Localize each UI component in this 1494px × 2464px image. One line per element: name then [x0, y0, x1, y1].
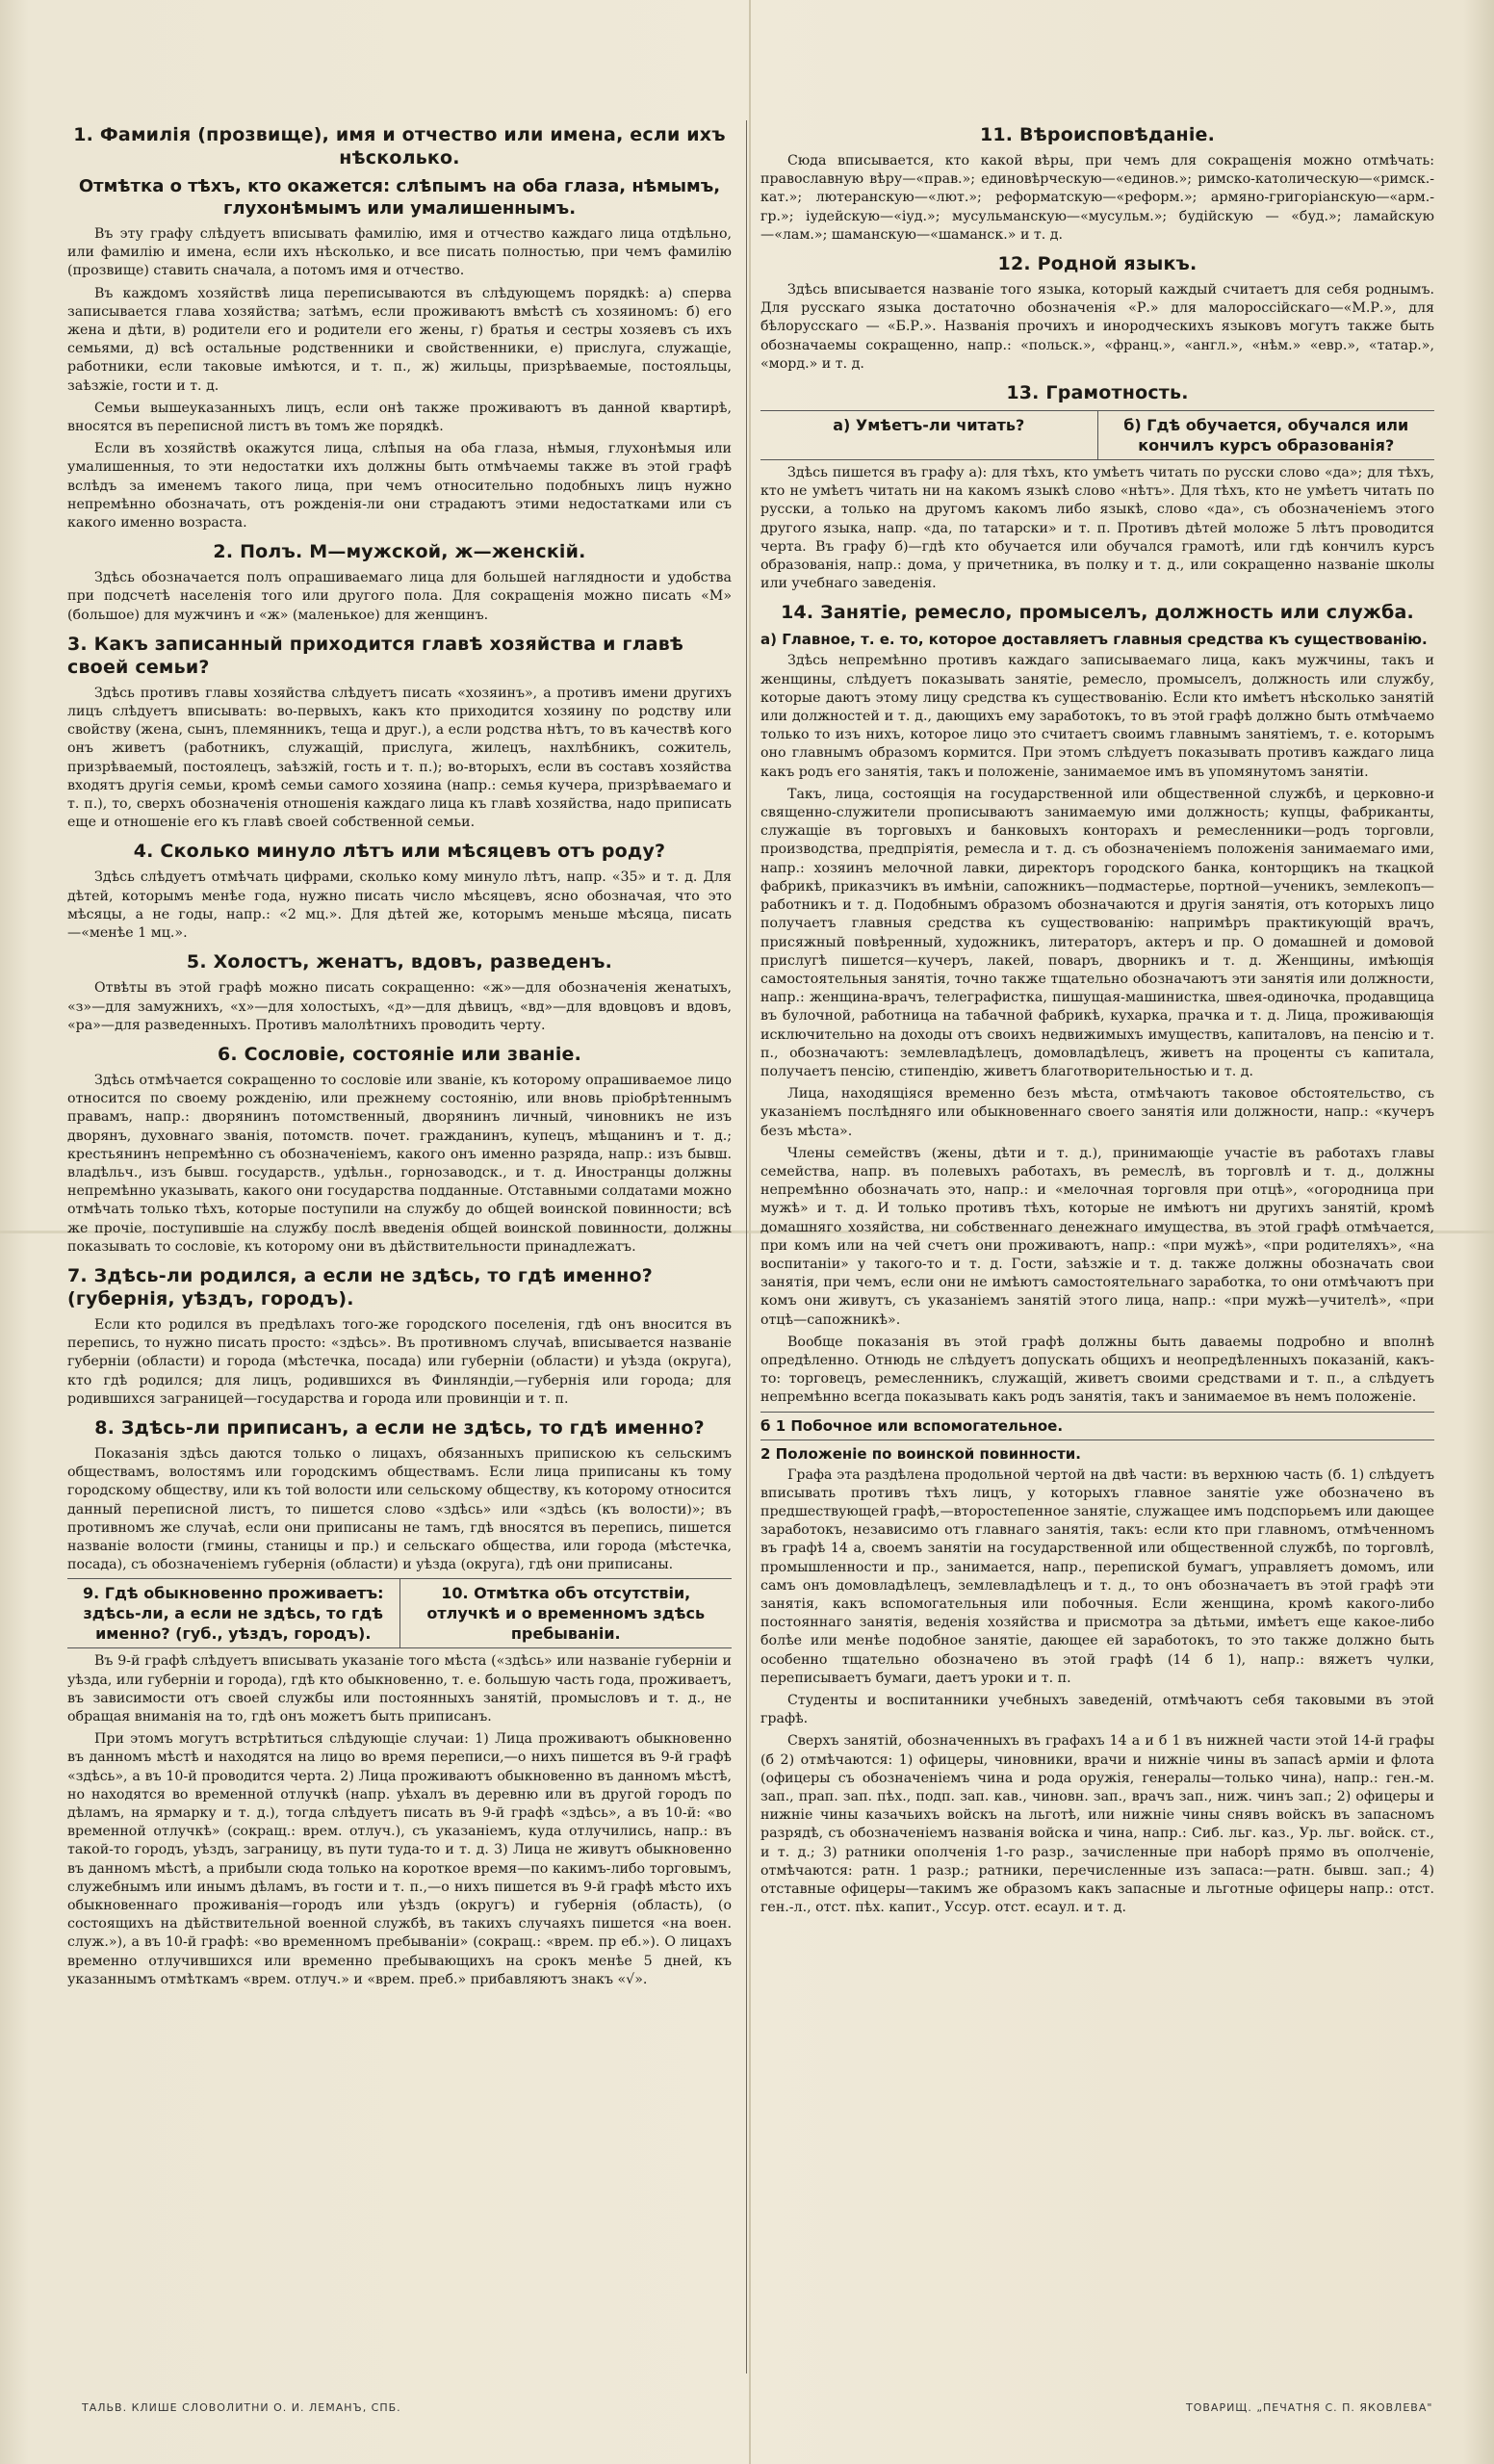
section-6-paragraph: Здѣсь отмѣчается сокращенно то сословіе или званіе, къ которому опрашиваемое лицо относится по своему рожденію, или прежнему состоянію, или вновь пріобрѣтеннымъ правамъ, напр.: дворянинъ потомственный, дворянинъ личный, чиновникъ не изъ дворянъ, духовнаго званія, потомств. почет. гражданинъ, купецъ, мѣщанинъ и т. д.; крестьянинъ непремѣнно съ обозначеніемъ, какого онъ именно разряда, напр.: изъ бывш. владѣльч., изъ бывш. государств., удѣльн., горнозаводск., и т. д. Иностранцы должны непремѣнно указывать, какого они государства подданные. Отставными солдатами можно отмѣчать только тѣхъ, которые поступили на службу до общей воинской повинности; всѣ же прочіе, поступившіе на службу послѣ введенія общей воинской повинности, должны показывать то сословіе, къ которому они въ дѣйствительности принадлежатъ. [67, 1072, 732, 1255]
section-1-title: 1. Фамилія (прозвище), имя и отчество или имена, если ихъ нѣсколько. [73, 124, 726, 169]
section-2-title: 2. Полъ. М—мужской, ж—женскій. [213, 541, 586, 563]
section-14-paragraph: Студенты и воспитанники учебныхъ заведеній, отмѣчаютъ себя таковыми въ этой графѣ. [760, 1693, 1434, 1727]
section-13-title: 13. Грамотность. [1006, 382, 1189, 404]
printer-imprint-right: ТОВАРИЩ. „ПЕЧАТНЯ С. П. ЯКОВЛЕВА" [1186, 2401, 1433, 2414]
section-9-paragraph: Въ 9-й графѣ слѣдуетъ вписывать указаніе того мѣста («здѣсь» или названіе губерніи и уѣзда, или губерніи и города), гдѣ кто обыкновенно, т. е. большую часть года, проживаетъ, въ зависимости отъ своей службы или постоянныхъ занятій, промысловъ и т. д., не обращая вниманія на то, гдѣ онъ можетъ быть приписанъ. [67, 1653, 732, 1725]
section-14-sub-a: а) Главное, т. е. то, которое доставляетъ главныя средства къ существованію. [760, 631, 1428, 649]
section-1-paragraph: Въ каждомъ хозяйствѣ лица переписываются въ слѣдующемъ порядкѣ: а) сперва записывается глава хозяйства; затѣмъ, если проживаютъ вмѣстѣ съ хозяиномъ: б) его жена и дѣти, в) родители его и родители его жены, г) братья и сестры хозяевъ съ ихъ семьями, д) всѣ остальные родственники и свойственники, е) прислуга, служащіе, работники, если таковые имѣются, и т. п., ж) жильцы, призрѣваемые, постояльцы, заѣзжіе, гости и т. д. [67, 285, 732, 394]
section-10-title: 10. Отмѣтка объ отсутствіи, отлучкѣ и о временномъ здѣсь пребываніи. [399, 1579, 733, 1647]
section-8-paragraph: Показанія здѣсь даются только о лицахъ, обязанныхъ припискою къ сельскимъ обществамъ, волостямъ или городскимъ обществамъ. Если лица приписаны къ тому городскому обществу, или къ той волости или сельскому обществу, къ которому относится данный переписной листъ, то пишется слово «здѣсь» или «здѣсь (къ волости)»; въ противномъ же случаѣ, если они приписаны не тамъ, гдѣ вносятся въ перепись, пишется названіе волости (гмины, станицы и пр.) и сельскаго общества, или города (мѣстечка, посада), съ обозначеніемъ губернія (области) и уѣзда (округа), гдѣ они приписаны. [67, 1445, 732, 1573]
section-3-title: 3. Какъ записанный приходится главѣ хозяйства и главѣ своей семьи? [67, 633, 684, 678]
section-1-paragraph: Семьи вышеуказанныхъ лицъ, если онѣ также проживаютъ въ данной квартирѣ, вносятся въ переписной листъ въ томъ же порядкѣ. [67, 400, 732, 435]
section-4-paragraph: Здѣсь слѣдуетъ отмѣчать цифрами, сколько кому минуло лѣтъ, напр. «35» и т. д. Для дѣтей, которымъ менѣе года, нужно писать число мѣсяцевъ, ясно обозначая, что это мѣсяцы, а не годы, напр.: «2 мц.». Для дѣтей же, которымъ меньше мѣсяца, писать—«менѣе 1 мц.». [67, 869, 732, 942]
printer-imprint-left: ТАЛЬВ. КЛИШЕ СЛОВОЛИТНИ О. И. ЛЕМАНЪ, СПБ. [82, 2401, 401, 2414]
section-11-paragraph: Сюда вписывается, кто какой вѣры, при чемъ для сокращенія можно отмѣчать: православную вѣру—«прав.»; единовѣрческую—«единов.»; римско-католическую—«римск.-кат.»; лютеранскую—«лют.»; реформатскую—«реформ.»; армяно-григоріанскую—«арм.-гр.»; іудейскую—«іуд.»; мусульманскую—«мусульм.»; будійскую — «буд.»; ламайскую—«лам.»; шаманскую—«шаманск.» и т. д. [760, 153, 1434, 243]
rule [760, 1412, 1434, 1413]
section-13-subheader [760, 410, 1434, 460]
section-14-paragraph: Лица, находящіяся временно безъ мѣста, отмѣчаютъ таковое обстоятельство, съ указаніемъ послѣдняго или обыкновеннаго своего занятія или должности, напр.: «кучеръ безъ мѣста». [760, 1086, 1434, 1139]
left-column [67, 116, 732, 2388]
section-13-paragraph: Здѣсь пишется въ графу а): для тѣхъ, кто умѣетъ читать по русски слово «да»; для тѣхъ, кто не умѣетъ читать ни на какомъ языкѣ слово «нѣтъ». Для тѣхъ, кто не умѣетъ читать по русски, а только на другомъ какомъ либо языкѣ, слово «да», съ обозначеніемъ этого другого языка, напр. «да, по татарски» и т. п. Противъ дѣтей моложе 5 лѣтъ проводится черта. Въ графу б)—гдѣ кто обучается или обучался грамотѣ, или гдѣ кончилъ курсъ образованія, напр.: дома, у причетника, въ полку и т. д., или сокращенно названіе школы или учебнаго заведенія. [760, 465, 1434, 592]
section-14-sub-b2: 2 Положеніе по воинской повинности. [760, 1444, 1081, 1463]
section-14-paragraph: Здѣсь непремѣнно противъ каждаго записываемаго лица, какъ мужчины, такъ и женщины, слѣдуетъ показывать занятіе, ремесло, промыселъ, должность или службу, которые даютъ этому лицу средства къ существованію. Если кто имѣетъ нѣсколько занятій или должностей и т. д., дающихъ ему заработокъ, то въ этой графѣ должно быть отмѣчаемо только то изъ нихъ, которое лицо это считаетъ своимъ главнымъ занятіемъ, т. е. которымъ оно главнымъ образомъ кормится. При этомъ слѣдуетъ показывать противъ каждаго лица какъ родъ его занятія, такъ и положеніе, занимаемое имъ въ упомянутомъ занятіи. [760, 653, 1434, 780]
section-8-title: 8. Здѣсь-ли приписанъ, а если не здѣсь, то гдѣ именно? [94, 1416, 705, 1439]
section-12-paragraph: Здѣсь вписывается названіе того языка, который каждый считаетъ для себя роднымъ. Для русскаго языка достаточно обозначенія «Р.» для малороссійскаго—«М.Р.», для бѣлорусскаго — «Б.Р.». Названія прочихъ и инородческихъ языковъ могутъ также быть обозначаемы сокращенно, напр.: «польск.», «франц.», «англ.», «нѣм.» «евр.», «татар.», «морд.» и т. д. [760, 282, 1434, 372]
section-3-paragraph: Здѣсь противъ главы хозяйства слѣдуетъ писать «хозяинъ», а противъ имени другихъ лицъ слѣдуетъ вписывать: во-первыхъ, какъ кто приходится хозяину по родству или свойству (жена, сынъ, племянникъ, теща и друг.), а если родства нѣтъ, то въ качествѣ кого онъ живетъ (работникъ, служащій, прислуга, жилецъ, нахлѣбникъ, сожитель, призрѣваемый, постоялецъ, заѣзжій, гость и т. п.); во-вторыхъ, если въ составъ хозяйства входятъ другія семьи, кромѣ семьи самого хозяина (напр.: семья кучера, призрѣваемаго и т. п.), то, сверхъ обозначенія отношенія каждаго лица къ главѣ хозяйства, надо приписать еще и отношеніе его къ главѣ своей собственной семьи. [67, 685, 732, 831]
section-13-a: а) Умѣетъ-ли читать? [833, 416, 1025, 435]
section-4-title: 4. Сколько минуло лѣтъ или мѣсяцевъ отъ роду? [133, 841, 666, 863]
section-6-title: 6. Сословіе, состояніе или званіе. [217, 1043, 582, 1065]
right-column [760, 116, 1434, 2388]
section-1-paragraph: Если въ хозяйствѣ окажутся лица, слѣпыя на оба глаза, нѣмыя, глухонѣмыя или умалишенныя, то эти недостатки ихъ должны быть отмѣчаемы также въ этой графѣ вслѣдъ за именемъ такого лица, при чемъ относительно подобныхъ лицъ нужно непремѣнно обозначать, отъ рожденія-ли они страдаютъ этими недостатками или съ какого именно возраста. [67, 441, 732, 532]
section-13-b: б) Гдѣ обучается, обучался или кончилъ курсъ образованія? [1097, 411, 1435, 459]
column-divider [746, 120, 747, 2373]
section-14-paragraph: Члены семействъ (жены, дѣти и т. д.), принимающіе участіе въ работахъ главы семейства, напр. въ полевыхъ работахъ, въ ремеслѣ, въ торговлѣ и т. д., должны непремѣнно обозначать это, напр.: и «мелочная торговля при отцѣ», «огородница при мужѣ» и т. д. И только противъ тѣхъ, которые не имѣютъ ни другихъ занятій, кромѣ домашняго хозяйства, ни собственнаго денежнаго имущества, въ этой графѣ отмѣчается, при комъ или на чей счетъ они проживаютъ, напр.: «при мужѣ», «при родителяхъ», «на воспитаніи» у такого-то и т. д. Гости, заѣзжіе и т. д. также должны обозначать свои занятія, при чемъ, если они не имѣютъ самостоятельнаго заработка, то они отмѣчаютъ при комъ они живутъ, съ указаніемъ занятій этого лица, напр.: «при мужѣ—учителѣ», «при отцѣ—сапожникѣ». [760, 1145, 1434, 1328]
section-14-paragraph: Сверхъ занятій, обозначенныхъ въ графахъ 14 а и б 1 въ нижней части этой 14-й графы (б 2) отмѣчаются: 1) офицеры, чиновники, врачи и нижніе чины въ запасѣ арміи и флота (офицеры съ обозначеніемъ чина и рода оружія, генералы—только чина), напр.: ген.-м. зап., прап. зап. пѣх., подп. зап. кав., чиновн. зап., врачъ зап., ниж. чинъ зап.; 2) офицеры и нижніе чины казачьихъ войскъ на льготѣ, или нижніе чины снявъ войскъ въ запасномъ разрядѣ, съ обозначеніемъ названія войска и чина, напр.: Сиб. льг. каз., Ур. льг. войск. ст., и т. д.; 3) ратники ополченія 1-го разр., зачисленные при наборѣ прямо въ ополченіе, отмѣчаются: ратн. 1 разр.; ратники, перечисленные изъ запаса:—ратн. бывш. зап.; 4) отставные офицеры—такимъ же образомъ какъ запасные и льготные офицеры напр.: отст. ген.-л., отст. пѣх. капит., Уссур. отст. есаул. и т. д. [760, 1733, 1434, 1916]
section-7-title: 7. Здѣсь-ли родился, а если не здѣсь, то гдѣ именно? (губернія, уѣздъ, городъ). [67, 1264, 653, 1310]
section-1-subtitle: Отмѣтка о тѣхъ, кто окажется: слѣпымъ на оба глаза, нѣмымъ, глухонѣмымъ или умалишеннымъ. [78, 176, 721, 219]
section-7-paragraph: Если кто родился въ предѣлахъ того-же городского поселенія, гдѣ онъ вносится въ перепись, то нужно писать просто: «здѣсь». Въ противномъ случаѣ, вписывается названіе губерніи (области) и города (мѣстечка, посада) или губерніи (области) и уѣзда (округа), кто гдѣ родился; для лицъ, родившихся въ Финляндіи,—губернія или города; для родившихся заграницей—государства и города или провинціи и т. п. [67, 1316, 732, 1407]
section-9-10-header [67, 1578, 732, 1648]
section-5-title: 5. Холостъ, женатъ, вдовъ, разведенъ. [186, 951, 613, 973]
section-5-paragraph: Отвѣты въ этой графѣ можно писать сокращенно: «ж»—для обозначенія женатыхъ, «з»—для замужнихъ, «х»—для холостыхъ, «д»—для дѣвицъ, «вд»—для вдовцовъ и вдовъ, «ра»—для разведенныхъ. Противъ малолѣтнихъ проводить черту. [67, 980, 732, 1033]
section-14-paragraph: Такъ, лица, состоящія на государственной или общественной службѣ, и церковно-и священно-служители прописываютъ занимаемую ими должность; купцы, фабриканты, служащіе въ торговыхъ и банковыхъ конторахъ и ремесленники—родъ торговли, производства, предпріятія, ремесла и т. д. съ обозначеніемъ положенія занимаемаго ими, напр.: хозяинъ мелочной лавки, директоръ городского банка, конторщикъ на ткацкой фабрикѣ, приказчикъ въ имѣніи, сапожникъ—подмастерье, портной—ученикъ, землекопъ—работникъ и т. д. Подобнымъ образомъ обозначаются и другія занятія, отъ которыхъ лицо получаетъ главныя средства къ существованію: напримѣръ практикующій врачъ, присяжный повѣренный, художникъ, литераторъ, актеръ и пр. О домашней и домовой прислугѣ пишется—кучеръ, лакей, поваръ, дворникъ и т. д. Женщины, имѣющія самостоятельныя занятія, точно также тщательно обозначаютъ эти занятія или должности, напр.: женщина-врачъ, телеграфистка, пишущая-машинистка, швея-одиночка, продавщица въ булочной, работница на табачной фабрикѣ, кухарка, прачка и т. д. Лица, проживающія исключительно на доходы отъ своихъ недвижимыхъ имуществъ, капиталовъ, на пенсію и т. п., обозначаютъ: землевладѣлецъ, домовладѣлецъ, живетъ на проценты съ капитала, получаетъ пенсію, стипендію, живетъ благотворительностью и т. д. [760, 786, 1434, 1079]
section-9-title: 9. Гдѣ обыкновенно проживаетъ: здѣсь-ли, а если не здѣсь, то гдѣ именно? (губ., уѣздъ, городъ). [82, 1584, 384, 1644]
section-2-paragraph: Здѣсь обозначается полъ опрашиваемаго лица для большей наглядности и удобства при подсчетѣ населенія того или другого пола. Для сокращенія можно писать «М» (большое) для мужчинъ и «ж» (маленькое) для женщинъ. [67, 570, 732, 623]
section-14-paragraph: Вообще показанія въ этой графѣ должны быть даваемы подробно и вполнѣ опредѣленно. Отнюдь не слѣдуетъ допускать общихъ и неопредѣленныхъ показаній, какъ-то: торговецъ, ремесленникъ, служащій, живетъ своими средствами и т. п., а слѣдуетъ непремѣнно всегда показывать какъ родъ занятія, такъ и занимаемое въ немъ положеніе. [760, 1334, 1434, 1406]
section-11-title: 11. Вѣроисповѣданіе. [979, 124, 1216, 145]
section-14-paragraph: Графа эта раздѣлена продольной чертой на двѣ части: въ верхнюю часть (б. 1) слѣдуетъ вписывать противъ тѣхъ лицъ, у которыхъ главное занятіе уже обозначено въ предшествующей графѣ,—второстепенное занятіе, служащее имъ подспорьемъ или дающее заработокъ, независимо отъ главнаго занятія, такъ: если кто при главномъ, отмѣченномъ въ графѣ 14 а, своемъ занятіи на государственной или общественной службѣ, по торговлѣ, промышленности и пр., занимается, напр., перепиской бумагъ, управляетъ домомъ, или самъ онъ домовладѣлецъ, землевладѣлецъ и т. д., то онъ обозначаетъ въ этой графѣ эти занятія, какъ вспомогательныя или побочныя. Если женщина, кромѣ какого-либо постояннаго занятія, веденія хозяйства и присмотра за дѣтьми, имѣетъ еще какое-либо болѣе или менѣе подобное занятіе, дающее ей заработокъ, то это также должно быть особенно тщательно обозначено въ этой графѣ (14 б 1), напр.: вяжетъ чулки, переписываетъ бумаги, даетъ уроки и т. п. [760, 1466, 1434, 1686]
rule [760, 1439, 1434, 1440]
section-1-paragraph: Въ эту графу слѣдуетъ вписывать фамилію, имя и отчество каждаго лица отдѣльно, или фамилію и имена, если ихъ нѣсколько, и все писать полностью, при чемъ фамилію (прозвище) ставить сначала, а потомъ имя и отчество. [67, 226, 732, 279]
section-9-paragraph: При этомъ могутъ встрѣтиться слѣдующіе случаи: 1) Лица проживаютъ обыкновенно въ данномъ мѣстѣ и находятся на лицо во время переписи,—о нихъ пишется въ 9-й графѣ «здѣсь», а въ 10-й проводится черта. 2) Лица проживаютъ обыкновенно въ данномъ мѣстѣ, но находятся во временной отлучкѣ (напр. уѣхалъ въ деревню или въ другой городъ по дѣламъ, на ярмарку и т. д.), тогда слѣдуетъ писать въ 9-й графѣ «здѣсь», а въ 10-й: «во временной отлучкѣ» (сокращ.: врем. отлуч.), съ указаніемъ, куда отлучились, напр.: въ такой-то городъ, уѣздъ, заграницу, въ пути туда-то и т. д. 3) Лица не живутъ обыкновенно въ данномъ мѣстѣ, а прибыли сюда только на короткое время—по какимъ-либо торговымъ, служебнымъ или инымъ дѣламъ, въ гости и т. п.,—о нихъ пишется въ 9-й графѣ мѣсто ихъ обыкновеннаго проживанія—городъ или уѣздъ (округъ) и губернія (область), (о состоящихъ на дѣйствительной военной службѣ, въ такихъ случаяхъ пишется «на воен. служ.»), а въ 10-й графѣ: «во временномъ пребываніи» (сокращ.: «врем. пр еб.»). О лицахъ временно отлучившихся или временно пребывающихъ на срокъ менѣе 5 дней, къ указаннымъ отмѣткамъ «врем. отлуч.» и «врем. преб.» прибавляютъ знакъ «√». [67, 1731, 732, 1987]
section-14-title: 14. Занятіе, ремесло, промыселъ, должность или служба. [781, 602, 1414, 624]
section-14-sub-b1: б 1 Побочное или вспомогательное. [760, 1416, 1064, 1435]
section-12-title: 12. Родной языкъ. [997, 253, 1198, 275]
